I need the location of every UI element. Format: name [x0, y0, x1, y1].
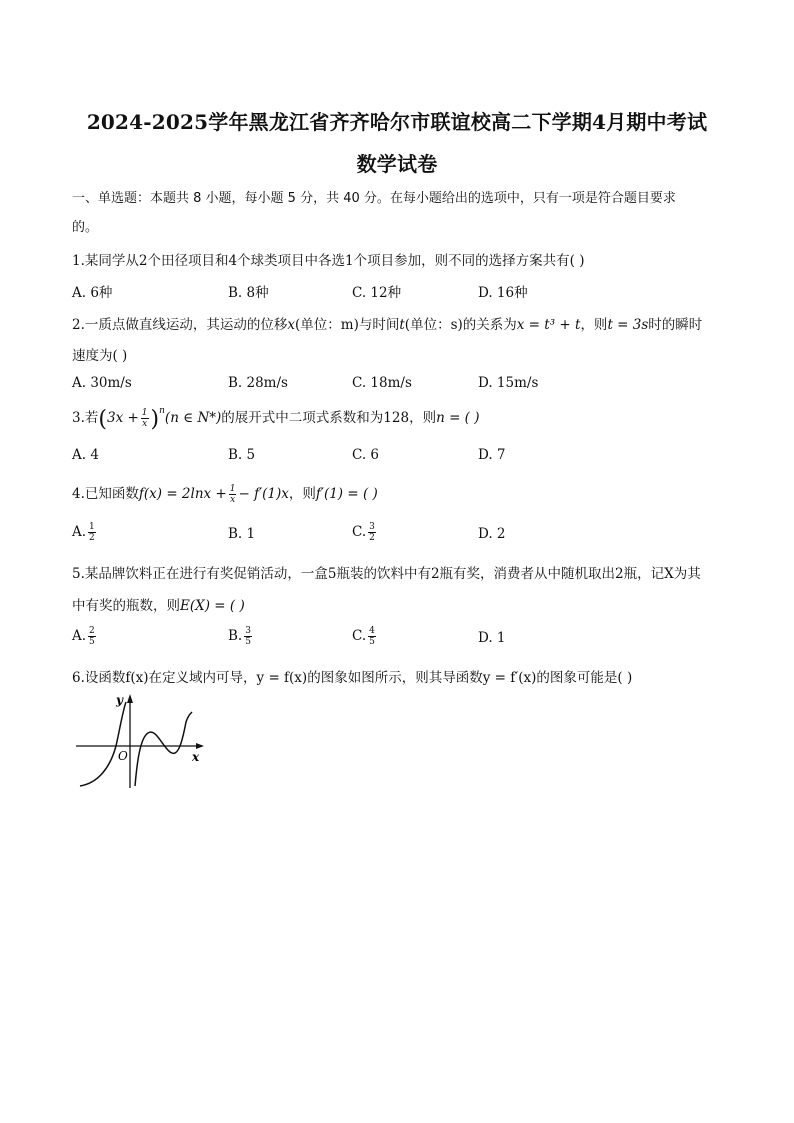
- q3-option-c: C. 6: [352, 447, 380, 463]
- q4-fraction: [229, 484, 237, 505]
- q3-option-a: A. 4: [72, 447, 99, 463]
- function-graph: [70, 688, 210, 792]
- q5-option-a: [72, 626, 98, 647]
- q3-option-d: D. 7: [478, 447, 506, 463]
- q5-option-b: [228, 626, 254, 647]
- y-label: y: [116, 693, 123, 707]
- q5-option-c-label: C.: [352, 628, 367, 644]
- frac-num: 3: [369, 522, 375, 532]
- origin-label: O: [118, 749, 128, 763]
- x-label: x: [192, 750, 200, 764]
- question-2-cont: 速度为( ): [72, 348, 128, 364]
- q5-option-d: D. 1: [478, 630, 506, 646]
- x-axis-arrow: [196, 743, 204, 749]
- y-axis-arrow: [127, 694, 133, 703]
- q2-formula: x = t³ + t: [516, 317, 581, 333]
- q5-text: 中有奖的瓶数，则: [72, 598, 180, 614]
- q2-condition: t = 3s: [607, 317, 649, 333]
- question-2: [72, 313, 702, 333]
- q4-function: f(x) = 2lnx +: [138, 486, 227, 502]
- q4-option-d: D. 2: [478, 526, 506, 542]
- q4-option-b: B. 1: [228, 526, 256, 542]
- question-5: 5.某品牌饮料正在进行有奖促销活动，一盒5瓶装的饮料中有2瓶有奖，消费者从中随机取出2瓶，记X为其: [72, 566, 701, 582]
- q3-fraction: [141, 408, 149, 429]
- question-6: 6.设函数f(x)在定义域内可导，y = f(x)的图象如图所示，则其导函数y = f′(x)的图象可能是( ): [72, 670, 633, 686]
- q3-option-b: B. 5: [228, 447, 256, 463]
- q3-condition: (n ∈ N*): [164, 410, 222, 426]
- q4-option-a-frac: [88, 522, 96, 543]
- question-3: [72, 406, 480, 432]
- q2-text: (单位：m)与时间: [295, 317, 400, 333]
- frac-den: 5: [89, 637, 95, 647]
- frac-den: 2: [89, 533, 95, 543]
- section-instructions: 一、单选题：本题共 8 小题，每小题 5 分，共 40 分。在每小题给出的选项中，只有一项是符合题目要求: [72, 191, 676, 206]
- q3-text: ，则: [409, 410, 437, 426]
- q1-option-d: D. 16种: [478, 285, 528, 301]
- q1-option-b: B. 8种: [228, 285, 269, 301]
- q2-var-x: x: [287, 317, 296, 333]
- q3-ask: n = ( ): [436, 410, 480, 426]
- q5-option-b-label: B.: [228, 628, 243, 644]
- frac-num: 4: [369, 626, 375, 636]
- q4-text: ，则: [288, 486, 316, 502]
- q5-option-a-label: A.: [72, 628, 87, 644]
- q3-expr: 3x +: [106, 410, 139, 426]
- q5-ask: E(X) = ( ): [180, 598, 245, 614]
- q2-text: 时的瞬时: [648, 317, 703, 333]
- frac-den: 5: [369, 637, 375, 647]
- q5-option-c-frac: [368, 626, 376, 647]
- question-5-cont: [72, 594, 245, 614]
- q4-option-c: [352, 522, 378, 543]
- curve-left-branch: [80, 702, 126, 786]
- question-4: [72, 482, 378, 505]
- q3-frac-den: x: [142, 419, 148, 429]
- q4-text: 4.已知函数: [72, 486, 139, 502]
- frac-den: 2: [369, 533, 375, 543]
- q2-var-t: t: [399, 317, 405, 333]
- q4-option-c-frac: [368, 522, 376, 543]
- q5-option-a-frac: [88, 626, 96, 647]
- q4-ask: f′(1) = ( ): [315, 486, 378, 502]
- q5-option-b-frac: [244, 626, 252, 647]
- curve-right-branch: [135, 712, 192, 786]
- q4-frac-num: 1: [229, 484, 236, 494]
- q3-frac-num: 1: [141, 408, 148, 418]
- q3-text: 的展开式中二项式系数和为: [221, 410, 384, 426]
- q4-function-rest: − f′(1)x: [238, 486, 289, 502]
- q2-option-b: B. 28m/s: [228, 375, 288, 391]
- q2-option-c: C. 18m/s: [352, 375, 412, 391]
- q3-sum: 128: [383, 410, 410, 426]
- q1-option-c: C. 12种: [352, 285, 402, 301]
- q3-paren-close: ): [150, 407, 160, 432]
- q4-option-a: [72, 522, 98, 543]
- frac-num: 2: [89, 626, 95, 636]
- question-1: 1.某同学从2个田径项目和4个球类项目中各选1个项目参加，则不同的选择方案共有( ): [72, 253, 585, 269]
- q3-text: 3.若: [72, 410, 99, 426]
- q2-text: ，则: [580, 317, 608, 333]
- q4-option-a-label: A.: [72, 524, 87, 540]
- q2-text: 2.一质点做直线运动，其运动的位移: [72, 317, 288, 333]
- exam-title: 2024-2025学年黑龙江省齐齐哈尔市联谊校高二下学期4月期中考试: [86, 110, 708, 134]
- q4-frac-den: x: [230, 495, 236, 505]
- q1-option-a: A. 6种: [72, 285, 113, 301]
- q3-power: n: [159, 406, 165, 416]
- q3-paren-open: (: [98, 407, 107, 432]
- frac-den: 5: [245, 637, 251, 647]
- frac-num: 3: [245, 626, 251, 636]
- q5-option-c: [352, 626, 378, 647]
- section-instructions-cont: 的。: [72, 220, 99, 235]
- q2-option-d: D. 15m/s: [478, 375, 539, 391]
- q2-text: (单位：s)的关系为: [404, 317, 517, 333]
- q4-option-c-label: C.: [352, 524, 367, 540]
- q2-option-a: A. 30m/s: [72, 375, 132, 391]
- exam-subtitle: 数学试卷: [356, 152, 438, 176]
- frac-num: 1: [89, 522, 95, 532]
